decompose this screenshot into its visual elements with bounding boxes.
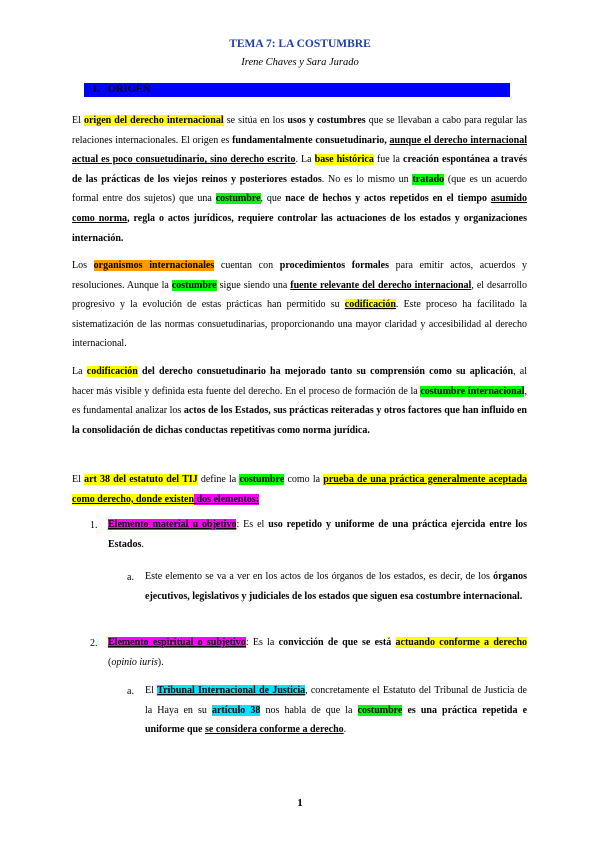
paragraph-codification: La codificación del derecho consuetudinario ha mejorado tanto su comprensión como su aplicación, al hacer más visible y definida esta fuente del derecho. En el proceso de formación de la costumbre internacional, es fundamental analizar los actos de los Estados, sus prácticas reiteradas y otros factores que han influido en la consolidación de dichas conductas repetitivas como norma jurídica. xyxy=(72,366,528,436)
document-authors: Irene Chaves y Sara Jurado xyxy=(241,57,359,68)
paragraph-origin: El origen del derecho internacional se sitúa en los usos y costumbres que se llevaban a cabo para regular las relaciones internacionales. El origen es fundamentalmente consuetudinario, aunque el derecho internacional actual es poco consuetudinario, sino derecho escrito. La base histórica fue la creación espontánea a través de las prácticas de los viejos reinos y posteriores estados. No es lo mismo un tratado (que es un acuerdo formal entre dos sujetos) que una costumbre, que nace de hechos y actos repetidos en el tiempo asumido como norma, regla o actos jurídicos, requiere controlar las actuaciones de los estados y organizaciones internación. xyxy=(72,115,528,244)
list-item-spiritual-element: Elemento espiritual o subjetivo: Es la convicción de que se está actuando conforme a derecho (opinio iuris). xyxy=(108,637,528,668)
list-item-spiritual-detail: El Tribunal Internacional de Justicia, concretamente el Estatuto del Tribunal de Justicia de la Haya en su artículo 38 nos habla de que la costumbre es una práctica repetida e uniforme que se considera conforme a derecho. xyxy=(145,685,528,736)
paragraph-organisms: Los organismos internacionales cuentan con procedimientos formales para emitir actos, acuerdos y resoluciones. Aunque la costumbre sigue siendo una fuente relevante del derecho internacional, el desarrollo progresivo y la evolución de estas prácticas han permitido su codificación. Este proceso ha facilitado la sistematización de las normas consuetudinarias, proporcionando una mayor claridad y accesibilidad al derecho internacional. xyxy=(72,260,528,350)
document-title: TEMA 7: LA COSTUMBRE xyxy=(229,38,371,50)
list-letter: a. xyxy=(127,572,134,583)
list-item-material-element: Elemento material u objetivo: Es el uso repetido y uniforme de una práctica ejercida entre los Estados. xyxy=(108,519,527,550)
list-number: 1. xyxy=(90,520,98,531)
section-title: ORIGEN xyxy=(107,84,151,95)
paragraph-art38: El art 38 del estatuto del TIJ define la costumbre como la prueba de una práctica generalmente aceptada como derecho, donde existen dos elementos: xyxy=(72,474,528,505)
section-heading xyxy=(92,84,150,95)
section-number: 1. xyxy=(92,84,100,95)
page-number: 1 xyxy=(297,797,303,809)
list-number: 2. xyxy=(90,638,98,649)
list-letter: a. xyxy=(127,686,134,697)
list-item-material-detail: Este elemento se va a ver en los actos de los órganos de los estados, es decir, de los órganos ejecutivos, legislativos y judiciales de los estados que siguen esa costumbre internacional. xyxy=(145,571,527,602)
